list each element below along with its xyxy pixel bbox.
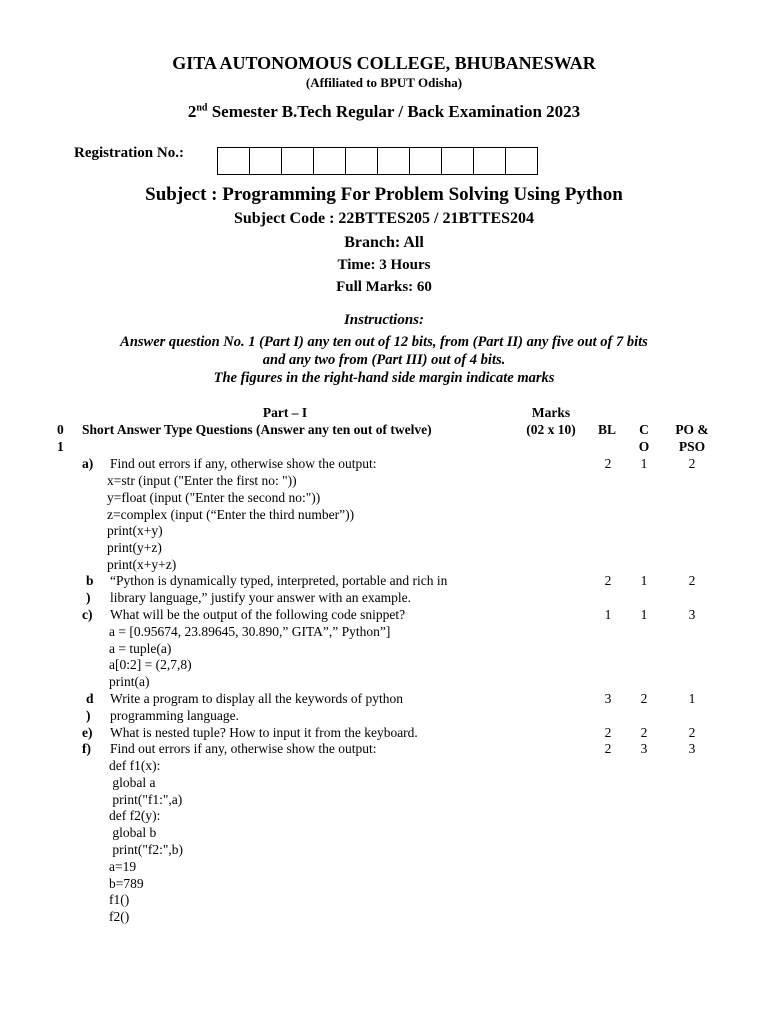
code-line: a=19	[109, 859, 137, 874]
registration-label: Registration No.:	[74, 145, 184, 161]
code-line: def f1(x):	[109, 758, 161, 773]
college-name: GITA AUTONOMOUS COLLEGE, BHUBANESWAR	[172, 53, 596, 73]
registration-digit-box[interactable]	[313, 147, 346, 175]
code-line: global b	[109, 825, 157, 840]
semester-suffix: nd	[196, 102, 208, 114]
question-text: “Python is dynamically typed, interpreted, portable and rich in	[110, 573, 448, 588]
code-line: print(a)	[109, 674, 150, 689]
code-line: a = [0.95674, 23.89645, 30.890,” GITA”,” Python”]	[109, 624, 391, 639]
full-marks: Full Marks: 60	[336, 279, 432, 295]
co-value: 2	[640, 691, 648, 706]
co-value: 3	[640, 741, 648, 756]
question-text: Write a program to display all the keywords of python	[110, 691, 404, 706]
question-number-line-2: 1	[57, 439, 64, 454]
code-line: f2()	[109, 909, 130, 924]
co-value: 1	[640, 456, 648, 471]
question-label: b	[86, 573, 94, 588]
bl-value: 2	[604, 741, 612, 756]
co-header-line-2: O	[638, 439, 650, 454]
part-title: Part – I	[262, 405, 308, 420]
co-value: 1	[640, 573, 648, 588]
registration-digit-box[interactable]	[281, 147, 314, 175]
semester-number: 2	[187, 102, 197, 121]
question-label: a)	[82, 456, 94, 471]
subject-title: Subject : Programming For Problem Solving Using Python	[145, 184, 623, 205]
instructions-title: Instructions:	[343, 312, 425, 328]
code-line: print(y+z)	[107, 540, 162, 555]
registration-digit-box[interactable]	[249, 147, 282, 175]
co-value: 2	[640, 725, 648, 740]
code-line: print(x+y+z)	[107, 557, 177, 572]
registration-digit-box[interactable]	[505, 147, 538, 175]
question-text: What will be the output of the following code snippet?	[110, 607, 406, 622]
po-value: 3	[688, 741, 696, 756]
bl-value: 2	[604, 456, 612, 471]
registration-digit-box[interactable]	[441, 147, 474, 175]
question-text: programming language.	[110, 708, 239, 723]
registration-boxes[interactable]	[218, 147, 538, 175]
code-line: y=float (input ("Enter the second no:"))	[107, 490, 321, 505]
question-text: library language,” justify your answer with an example.	[110, 590, 412, 605]
question-label: d	[86, 691, 94, 706]
po-value: 2	[688, 456, 696, 471]
bl-value: 1	[604, 607, 612, 622]
bl-value: 3	[604, 691, 612, 706]
po-header-line-1: PO &	[675, 422, 709, 437]
registration-digit-box[interactable]	[345, 147, 378, 175]
exam-title	[0, 102, 768, 122]
code-line: b=789	[109, 876, 144, 891]
po-value: 2	[688, 573, 696, 588]
instructions-line-3: The figures in the right-hand side margin indicate marks	[213, 370, 555, 386]
instructions-line-1: Answer question No. 1 (Part I) any ten out of 12 bits, from (Part II) any five out of 7 bits	[120, 334, 648, 350]
marks-header: Marks	[531, 405, 571, 420]
question-text: Find out errors if any, otherwise show the output:	[110, 456, 377, 471]
code-line: print("f1:",a)	[109, 792, 183, 807]
po-value: 2	[688, 725, 696, 740]
co-header-line-1: C	[639, 422, 649, 437]
question-label: f)	[82, 741, 91, 756]
po-value: 3	[688, 607, 696, 622]
code-line: x=str (input ("Enter the first no: "))	[107, 473, 297, 488]
question-label-suffix: )	[86, 708, 91, 723]
registration-digit-box[interactable]	[473, 147, 506, 175]
registration-digit-box[interactable]	[377, 147, 410, 175]
code-line: print("f2:",b)	[109, 842, 184, 857]
exam-title-rest: Semester B.Tech Regular / Back Examination 2023	[207, 102, 581, 121]
question-label: c)	[82, 607, 93, 622]
registration-digit-box[interactable]	[409, 147, 442, 175]
question-label-suffix: )	[86, 590, 91, 605]
code-line: z=complex (input (“Enter the third number”))	[107, 507, 355, 522]
question-label: e)	[82, 725, 93, 740]
question-text: Find out errors if any, otherwise show the output:	[110, 741, 377, 756]
code-line: a[0:2] = (2,7,8)	[109, 657, 192, 672]
affiliation: (Affiliated to BPUT Odisha)	[305, 75, 463, 90]
po-header-line-2: PSO	[678, 439, 706, 454]
marks-distribution: (02 x 10)	[526, 422, 576, 437]
co-value: 1	[640, 607, 648, 622]
instructions-line-2: and any two from (Part III) out of 4 bits.	[262, 352, 506, 368]
question-text: What is nested tuple? How to input it from the keyboard.	[110, 725, 418, 740]
question-number-line-1: 0	[57, 422, 64, 437]
code-line: a = tuple(a)	[109, 641, 172, 656]
code-line: global a	[109, 775, 156, 790]
code-line: f1()	[109, 892, 130, 907]
exam-time: Time: 3 Hours	[337, 257, 431, 273]
code-line: print(x+y)	[107, 523, 163, 538]
bl-value: 2	[604, 725, 612, 740]
code-line: def f2(y):	[109, 808, 161, 823]
bl-value: 2	[604, 573, 612, 588]
po-value: 1	[688, 691, 696, 706]
registration-digit-box[interactable]	[217, 147, 250, 175]
bl-header: BL	[597, 422, 616, 437]
subject-code: Subject Code : 22BTTES205 / 21BTTES204	[233, 210, 535, 227]
part-description: Short Answer Type Questions (Answer any ten out of twelve)	[82, 422, 432, 437]
branch: Branch: All	[344, 234, 424, 251]
